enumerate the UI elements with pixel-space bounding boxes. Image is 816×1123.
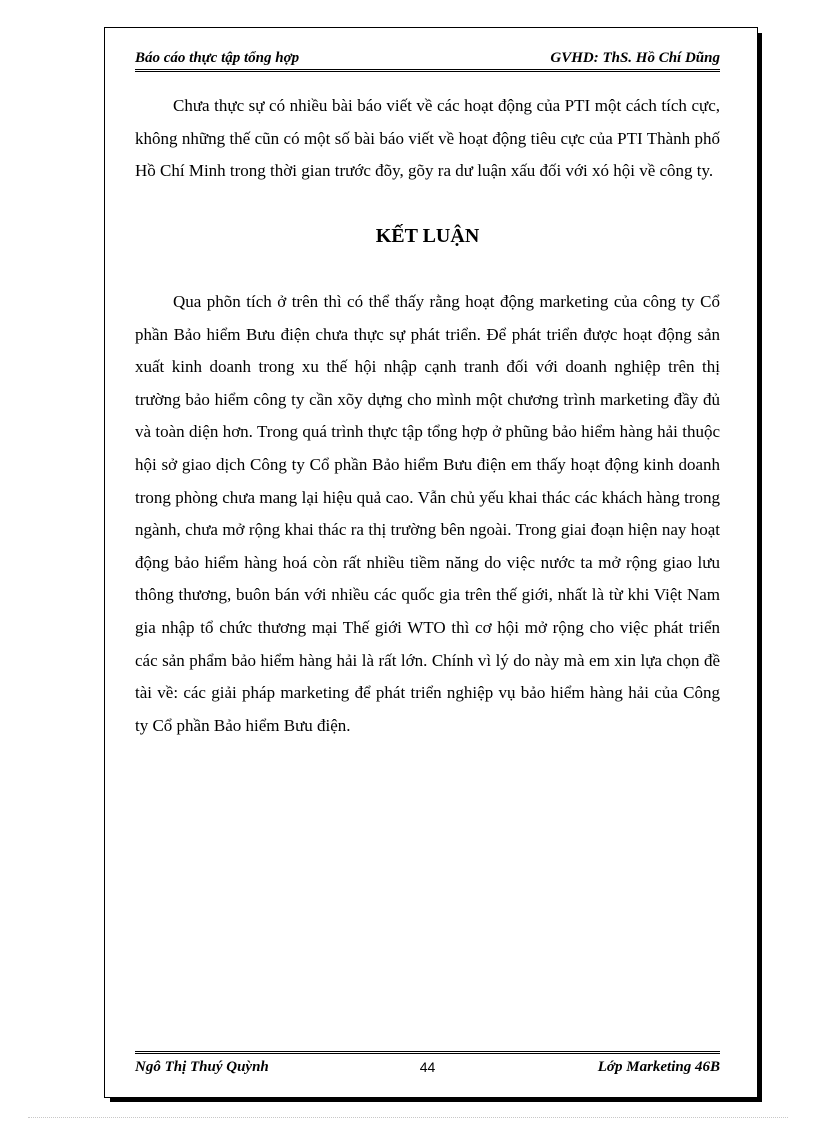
page-footer <box>135 1056 720 1078</box>
header-divider <box>135 69 720 72</box>
page-border-shadow-bottom <box>110 1098 762 1102</box>
paragraph-conclusion: Qua phõn tích ở trên thì có thể thấy rằng hoạt động marketing của công ty Cổ phần Bảo hiểm Bưu điện chưa thực sự phát triển. Để phát triển được hoạt động sản xuất kinh doanh trong xu thế hội nhập cạnh tranh đối với doanh nghiệp trên thị trường bảo hiểm công ty cần xõy dựng cho mình một chương trình marketing đầy đủ và toàn diện hơn. Trong quá trình thực tập tổng hợp ở phũng bảo hiểm hàng hải thuộc hội sở giao dịch Công ty Cổ phần Bảo hiểm Bưu điện em thấy hoạt động kinh doanh trong phòng chưa mang lại hiệu quả cao. Vẫn chủ yếu khai thác các khách hàng trong ngành, chưa mở rộng khai thác ra thị trường bên ngoài. Trong giai đoạn hiện nay hoạt động bảo hiểm hàng hoá còn rất nhiều tiềm năng do việc nước ta mở rộng giao lưu thông thương, buôn bán với nhiều các quốc gia trên thế giới, nhất là từ khi Việt Nam gia nhập tổ chức thương mại Thế giới WTO thì cơ hội mở rộng cho việc phát triển các sản phẩm bảo hiểm hàng hải là rất lớn. Chính vì lý do này mà em xin lựa chọn đề tài về: các giải pháp marketing để phát triển nghiệp vụ bảo hiểm hàng hải của Công ty Cổ phần Bảo hiểm Bưu điện. <box>135 292 720 735</box>
page-border-shadow-right <box>758 33 762 1102</box>
page-header <box>135 47 720 69</box>
section-title: KẾT LUẬN <box>375 225 480 247</box>
footer-author: Ngô Thị Thuý Quỳnh <box>135 1059 269 1075</box>
page-bottom-divider <box>28 1117 788 1118</box>
header-supervisor: GVHD: ThS. Hồ Chí Dũng <box>550 50 720 66</box>
footer-divider <box>135 1051 720 1054</box>
page-number: 44 <box>419 1059 436 1075</box>
header-report-title: Báo cáo thực tập tổng hợp <box>135 50 300 66</box>
paragraph-intro: Chưa thực sự có nhiều bài báo viết về các hoạt động của PTI một cách tích cực, không những thế cũn có một số bài báo viết về hoạt động tiêu cực của PTI Thành phố Hồ Chí Minh trong thời gian trước đõy, gõy ra dư luận xấu đối với xó hội về công ty. <box>135 96 720 181</box>
footer-class: Lớp Marketing 46B <box>597 1059 720 1075</box>
